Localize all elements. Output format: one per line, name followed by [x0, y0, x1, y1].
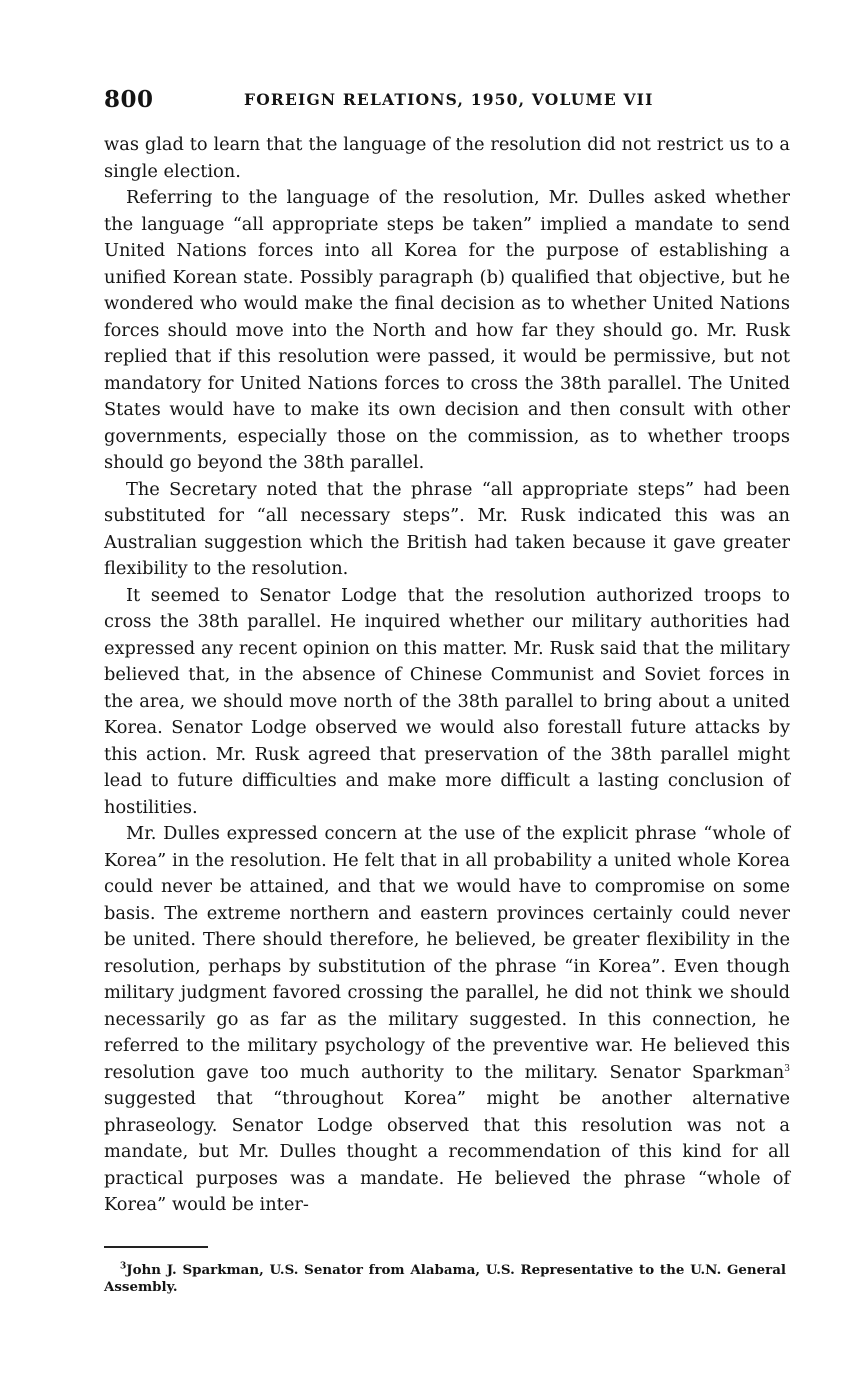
paragraph: The Secretary noted that the phrase “all appropriate steps” had been substituted for “all necessary steps”. Mr. Rusk indicated this was an Australian suggestion which the British had taken because it gave greater flexibility to the resolution. — [104, 478, 790, 579]
footnote-reference: 3 — [784, 1063, 790, 1074]
paragraph-text-continued: suggested that “throughout Korea” might be another alternative phraseology. Senator Lodge observed that this resolution was not a mandate, but Mr. Dulles thought a recommendation of this kind for all practical purposes was a mandate. He believed the phrase “whole of Korea” would be inter- — [104, 1088, 790, 1215]
paragraph: It seemed to Senator Lodge that the resolution authorized troops to cross the 38th parallel. He inquired whether our military authorities had expressed any recent opinion on this matter. Mr. Rusk said that the military believed that, in the absence of Chinese Communist and Soviet forces in the area, we should move north of the 38th parallel to bring about a united Korea. Senator Lodge observed we would also forestall future attacks by this action. Mr. Rusk agreed that preservation of the 38th parallel might lead to future difficulties and make more difficult a lasting conclusion of hostilities. — [104, 584, 790, 818]
page-header — [104, 86, 664, 116]
running-title: FOREIGN RELATIONS, 1950, VOLUME VII — [244, 90, 654, 109]
paragraph: Referring to the language of the resolution, Mr. Dulles asked whether the language “all appropriate steps be taken” implied a mandate to send United Nations forces into all Korea for the purpose of establishing a unified Korean state. Possibly paragraph (b) qualified that objective, but he wondered who would make the final decision as to whether United Nations forces should move into the North and how far they should go. Mr. Rusk replied that if this resolution were passed, it would be permissive, but not mandatory for United Nations forces to cross the 38th parallel. The United States would have to make its own decision and then consult with other governments, especially those on the commission, as to whether troops should go beyond the 38th parallel. — [104, 187, 790, 473]
page-number: 800 — [104, 86, 154, 113]
footnote — [104, 1262, 786, 1296]
body-text — [104, 132, 790, 1219]
paragraph-text: Mr. Dulles expressed concern at the use of the explicit phrase “whole of Korea” in the resolution. He felt that in all probability a united whole Korea could never be attained, and that we would have to compromise on some basis. The extreme northern and eastern provinces certainly could never be united. There should therefore, he believed, be greater flexibility in the resolution, perhaps by substitution of the phrase “in Korea”. Even though military judgment favored crossing the parallel, he did not think we should necessarily go as far as the military suggested. In this connection, he referred to the military psychology of the preventive war. He believed this resolution gave too much authority to the military. Senator Sparkman — [104, 823, 790, 1083]
footnote-marker: 3 — [120, 1261, 127, 1272]
footnote-text: John J. Sparkman, U.S. Senator from Alabama, U.S. Representative to the U.N. General Assembly. — [104, 1262, 786, 1295]
paragraph-continued: was glad to learn that the language of the resolution did not restrict us to a single election. — [104, 134, 790, 182]
footnote-divider — [104, 1246, 208, 1248]
paragraph — [104, 821, 790, 1219]
